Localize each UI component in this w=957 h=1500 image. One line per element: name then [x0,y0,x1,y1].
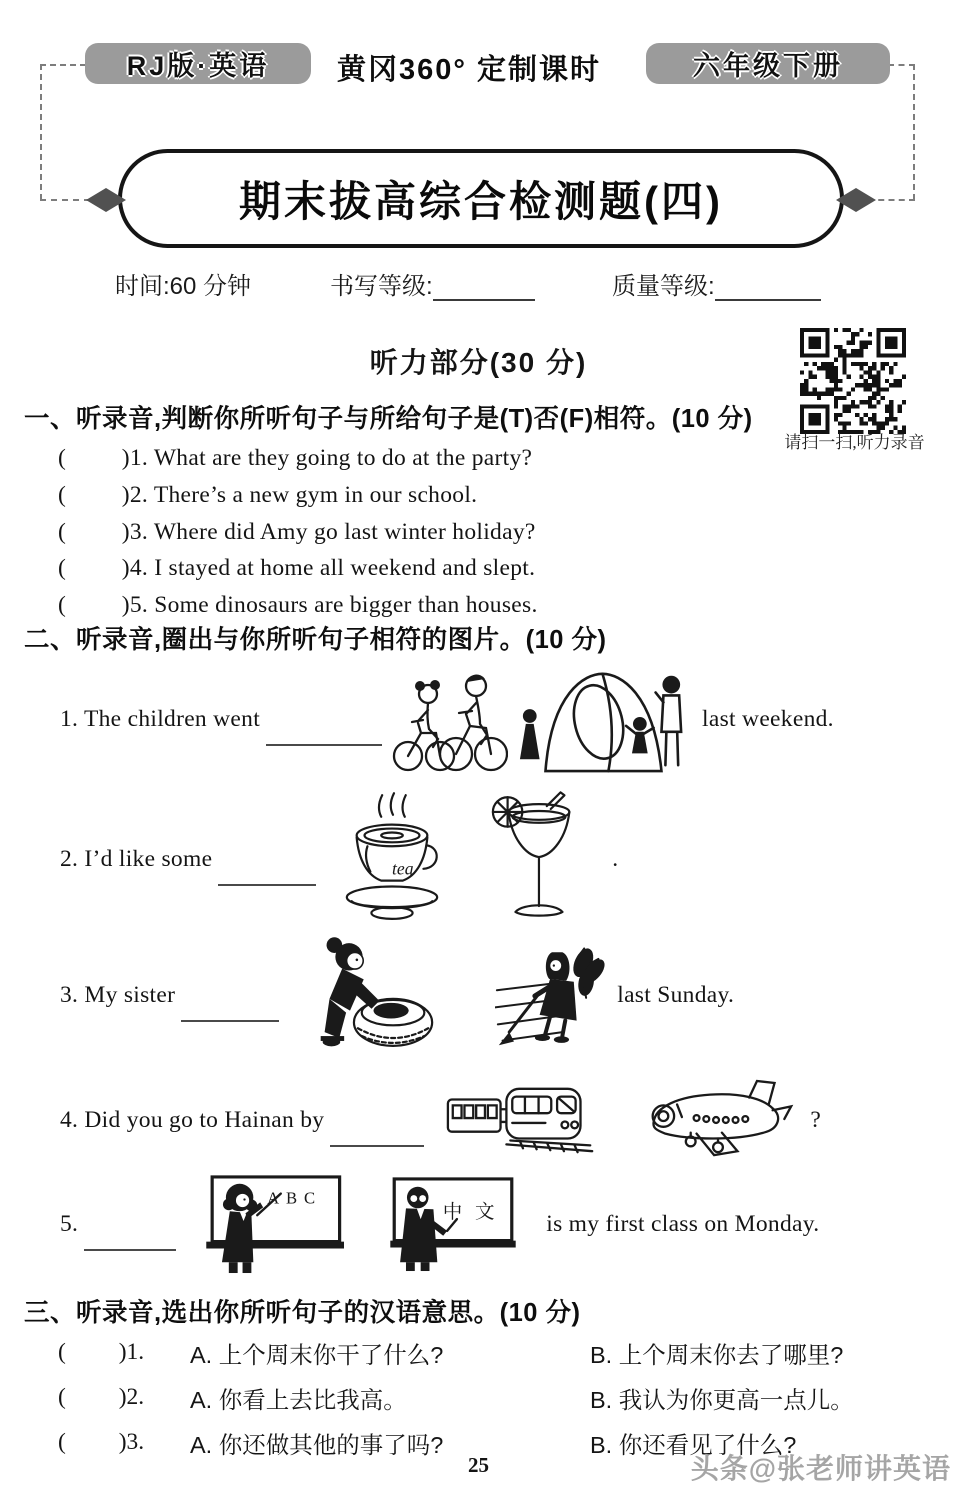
sentence: Where did Amy go last winter holiday? [153,518,536,545]
answer-blank [266,712,382,746]
part3-heading: 三、听录音,选出你所听句子的汉语意思。(10 分) [24,1299,581,1327]
part3-item [58,1375,938,1420]
part2-heading: 二、听录音,圈出与你所听句子相符的图片。(10 分) [24,626,607,654]
listening-section-title: 听力部分(30 分) [369,347,588,378]
part1-item [58,514,538,551]
board-label-abc: ABC [267,1188,323,1208]
english-teacher-board-icon [196,1174,344,1274]
answer-blank [181,988,279,1022]
part2-item-1 [60,653,834,785]
edition-badge-label: RJ版·英语 [126,51,270,81]
question-text-after: ? [810,1106,822,1133]
question-text-before: 2. I’d like some [60,845,213,872]
qr-code-svg [800,328,906,434]
part3-item [58,1330,938,1375]
dashed-frame-top-left [40,64,86,66]
grade-badge-label: 六年级下册 [693,51,843,81]
diamond-ornament-left [86,188,126,212]
answer-paren: ( )2. [58,481,154,508]
answer-paren: ( )4. [58,555,155,582]
part2-item-5 [60,1174,819,1274]
option-b: B. 上个周末你去了哪里? [590,1341,844,1368]
time-label: 时间:60 分钟 [115,273,252,300]
title-box [118,149,844,248]
qr-caption: 请扫一扫,听力录音 [784,433,925,452]
sentence: Some dinosaurs are bigger than houses. [154,592,538,619]
diamond-ornament-right [836,188,876,212]
cup-of-tea-icon [338,789,446,929]
question-text-before: 5. [60,1210,79,1237]
answer-blank [218,852,316,886]
answer-paren: ( )3. [58,1429,151,1455]
answer-paren: ( )2. [58,1384,151,1410]
answer-blank [330,1113,424,1147]
family-camping-icon [516,658,688,780]
dashed-frame-top-right [888,64,915,66]
part1-item [58,440,538,477]
train-icon [444,1080,600,1160]
writing-grade-blank [433,275,535,301]
series-brand: 黄冈360° 定制课时 [337,54,602,86]
dashed-frame-bottom-left [40,199,90,201]
sentence: I stayed at home all weekend and slept. [154,555,536,582]
answer-paren: ( )1. [58,445,154,471]
girl-sweeping-floor-icon [495,939,607,1051]
sentence: There’s a new gym in our school. [153,481,478,508]
chinese-teacher-board-icon [388,1176,518,1272]
watermark: 头条@张老师讲英语 [690,1453,951,1484]
dashed-frame-left [40,64,42,200]
plane-icon [640,1077,796,1163]
answer-paren: ( )5. [58,592,155,619]
writing-grade-field [330,266,535,301]
quality-grade-field [612,266,821,301]
question-text-before: 1. The children went [60,705,261,732]
sentence: What are they going to do at the party? [153,445,533,471]
part3-list [58,1330,938,1465]
option-a: A. 你还做其他的事了吗? [190,1431,444,1458]
edition-badge [85,43,311,84]
dashed-frame-right [913,64,915,200]
option-a: A. 你看上去比我高。 [190,1386,407,1413]
part1-heading: 一、听录音,判断你所听句子与所给句子是(T)否(F)相符。(10 分) [24,405,753,433]
board-label-chinese: 中 文 [442,1202,499,1224]
question-text-before: 3. My sister [60,981,176,1008]
part1-item [58,550,538,587]
qr-code [800,328,910,439]
option-b: B. 你还看见了什么? [590,1431,797,1458]
question-text-after: last Sunday. [617,981,735,1008]
option-a: A. 上个周末你干了什么? [190,1341,444,1368]
quality-grade-label: 质量等级: [612,273,715,300]
question-text-after: . [612,845,619,872]
part2-item-4 [60,1072,821,1168]
part2-item-3 [60,928,734,1062]
page-number: 25 [468,1453,489,1477]
page-title: 期末拔高综合检测题(四) [239,177,723,225]
girl-washing-clothes-icon [307,932,439,1058]
answer-blank [84,1217,176,1251]
writing-grade-label: 书写等级: [330,273,433,300]
part1-list [58,440,538,624]
part2-item-2 [60,786,618,932]
answer-paren: ( )1. [58,1339,151,1365]
glass-of-juice-icon [488,790,586,928]
question-text-after: is my first class on Monday. [546,1210,820,1237]
option-b: B. 我认为你更高一点儿。 [590,1386,854,1413]
quality-grade-blank [715,275,821,301]
question-text-after: last weekend. [702,705,834,732]
grade-badge [646,43,890,84]
answer-paren: ( )3. [58,518,154,545]
part1-item [58,477,538,514]
question-text-before: 4. Did you go to Hainan by [60,1106,325,1133]
part1-item [58,587,538,624]
children-cycling-icon [388,662,508,776]
cup-label: tea [392,858,414,879]
